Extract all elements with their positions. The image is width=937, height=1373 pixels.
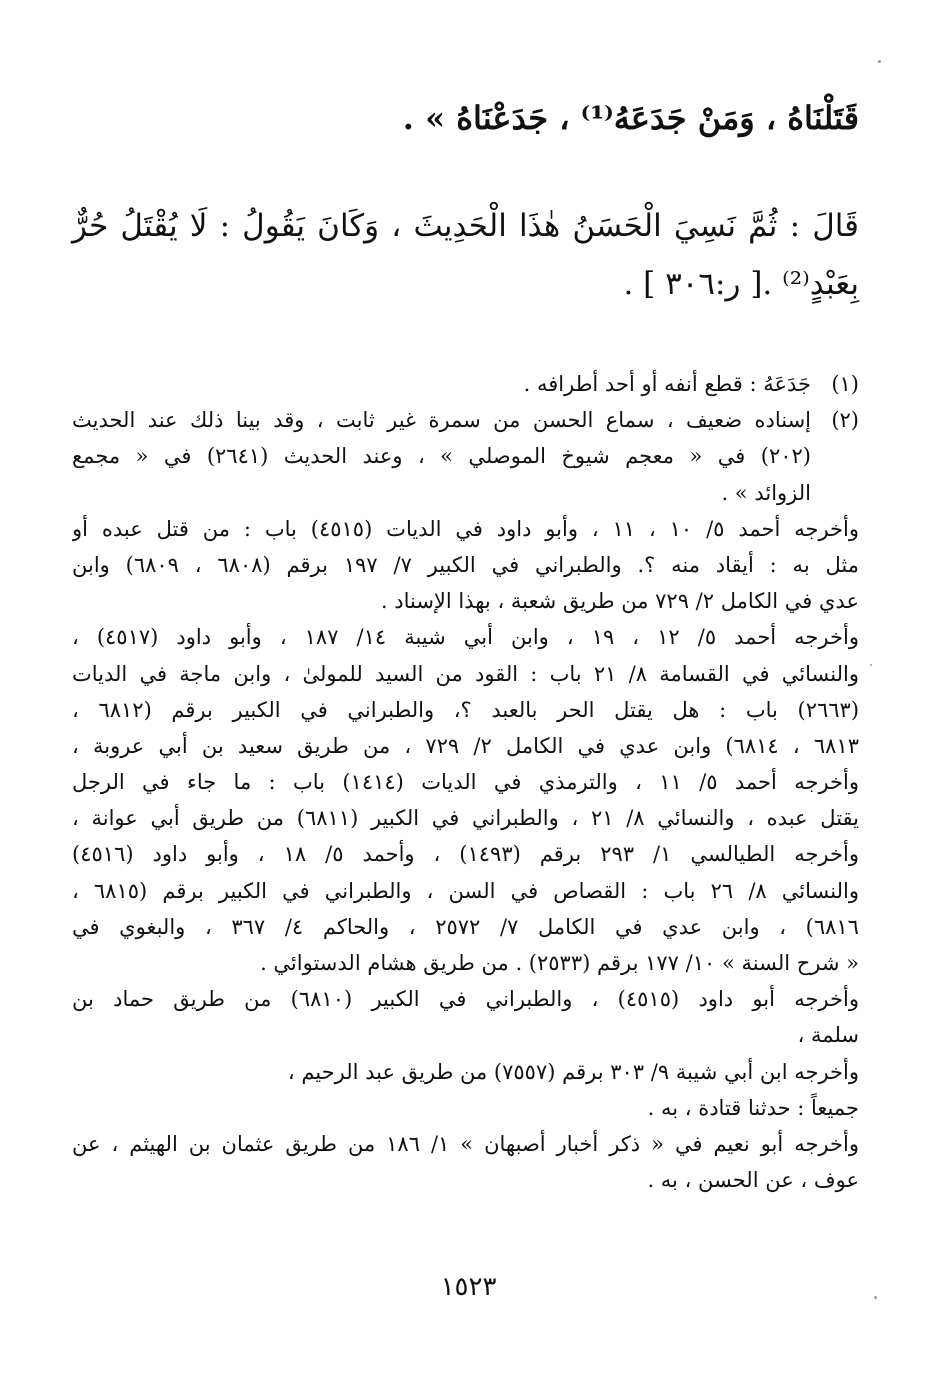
footnote-line: وأخرجه ابن أبي شيبة ٩/ ٣٠٣ برقم (٧٥٥٧) من طريق عبد الرحيم ، (287, 1059, 859, 1084)
footnote-line: وأخرجه أحمد ٥/ ١٢ ، ١٩ ، وابن أبي شيبة ١٤/ ١٨٧ ، وأبو داود (٤٥١٧) ، (72, 625, 859, 650)
footnote-line: وأخرجه الطيالسي ١/ ٢٩٣ برقم (١٤٩٣) ، وأحمد ٥/ ١٨ ، وأبو داود (٤٥١٦) (72, 842, 859, 867)
footnote-line: وأخرجه أحمد ٥/ ١٠ ، ١١ ، وأبو داود في الديات (٤٥١٥) باب : من قتل عبده أو (72, 516, 859, 541)
footnote-text: إسناده ضعيف ، سماع الحسن من سمرة غير ثابت ، وقد بينا ذلك عند الحديث (72, 408, 811, 433)
footnote-line: وأخرجه أبو نعيم في « ذكر أخبار أصبهان » ١/ ١٨٦ من طريق عثمان بن الهيثم ، عن (72, 1131, 859, 1156)
footnote-line: والنسائي ٨/ ٢٦ باب : القصاص في السن ، والطبراني في الكبير برقم (٦٨١٥ ، (72, 878, 859, 903)
scan-speck (874, 1296, 877, 1299)
footnote-line: مثل به : أيقاد منه ؟. والطبراني في الكبير ٧/ ١٩٧ برقم (٦٨٠٨ ، ٦٨٠٩) وابن (72, 552, 859, 577)
footnote-line: عدي في الكامل ٢/ ٧٢٩ من طريق شعبة ، بهذا الإسناد . (380, 589, 859, 614)
page-number: ١٥٢٣ (440, 1272, 497, 1302)
footnote-line: (٢٠٢) في « معجم شيوخ الموصلي » ، وعند الحديث (٢٦٤١) في « مجمع (72, 444, 811, 469)
footnotes (72, 366, 859, 1198)
footnote-line: يقتل عبده ، والنسائي ٨/ ٢١ ، والطبراني في الكبير (٦٨١١) من طريق أبي عوانة ، (72, 806, 859, 831)
footnote-line: الزوائد » . (721, 480, 811, 505)
qala-line-1: قَالَ : ثُمَّ نَسِيَ الْحَسَنُ هٰذَا الْحَدِيثَ ، وَكَانَ يَقُولُ : لَا يُقْتَلُ حُرٌّ (72, 208, 859, 244)
hadith-ending-line: قَتَلْنَاهُ ، وَمَنْ جَدَعَهُ⁽¹⁾ ، جَدَعْنَاهُ » . (402, 99, 859, 137)
footnote-number: (١) (831, 372, 859, 396)
footnote-line: ٦٨١٣ ، ٦٨١٤) وابن عدي في الكامل ٢/ ٧٢٩ ، من طريق سعيد بن أبي عروبة ، (72, 733, 859, 758)
footnote-line: وأخرجه أبو داود (٤٥١٥) ، والطبراني في الكبير (٦٨١٠) من طريق حماد بن (72, 987, 859, 1012)
qala-line-2: بِعَبْدٍ⁽²⁾ .[ ر:٣٠٦ ] . (623, 266, 859, 302)
footnote-text: جَدَعَهُ : قطع أنفه أو أحد أطرافه . (523, 372, 811, 396)
footnote-line: جميعاً : حدثنا قتادة ، به . (647, 1095, 859, 1120)
scan-speck (878, 60, 881, 63)
qala-paragraph (72, 204, 859, 306)
footnote-line: عوف ، عن الحسن ، به . (647, 1168, 859, 1193)
hadith-ending (72, 96, 859, 140)
footnote-2 (72, 402, 859, 438)
footnote-line: والنسائي في القسامة ٨/ ٢١ باب : القود من السيد للمولىٰ ، وابن ماجة في الديات (72, 661, 859, 686)
scan-speck (870, 664, 872, 666)
footnote-line: (٢٦٦٣) باب : هل يقتل الحر بالعبد ؟، والطبراني في الكبير برقم (٦٨١٢ ، (72, 697, 859, 722)
footnote-line: ٦٨١٦) ، وابن عدي في الكامل ٧/ ٢٥٧٢ ، والحاكم ٤/ ٣٦٧ ، والبغوي في (72, 914, 859, 939)
footnote-line: وأخرجه أحمد ٥/ ١١ ، والترمذي في الديات (١٤١٤) باب : ما جاء في الرجل (72, 770, 859, 795)
footnote-number: (٢) (831, 408, 859, 433)
footnote-1 (72, 366, 859, 402)
footnote-line: سلمة ، (797, 1023, 859, 1048)
footnote-line: « شرح السنة » ١٠/ ١٧٧ برقم (٢٥٣٣) . من طريق هشام الدستوائي . (260, 951, 859, 975)
